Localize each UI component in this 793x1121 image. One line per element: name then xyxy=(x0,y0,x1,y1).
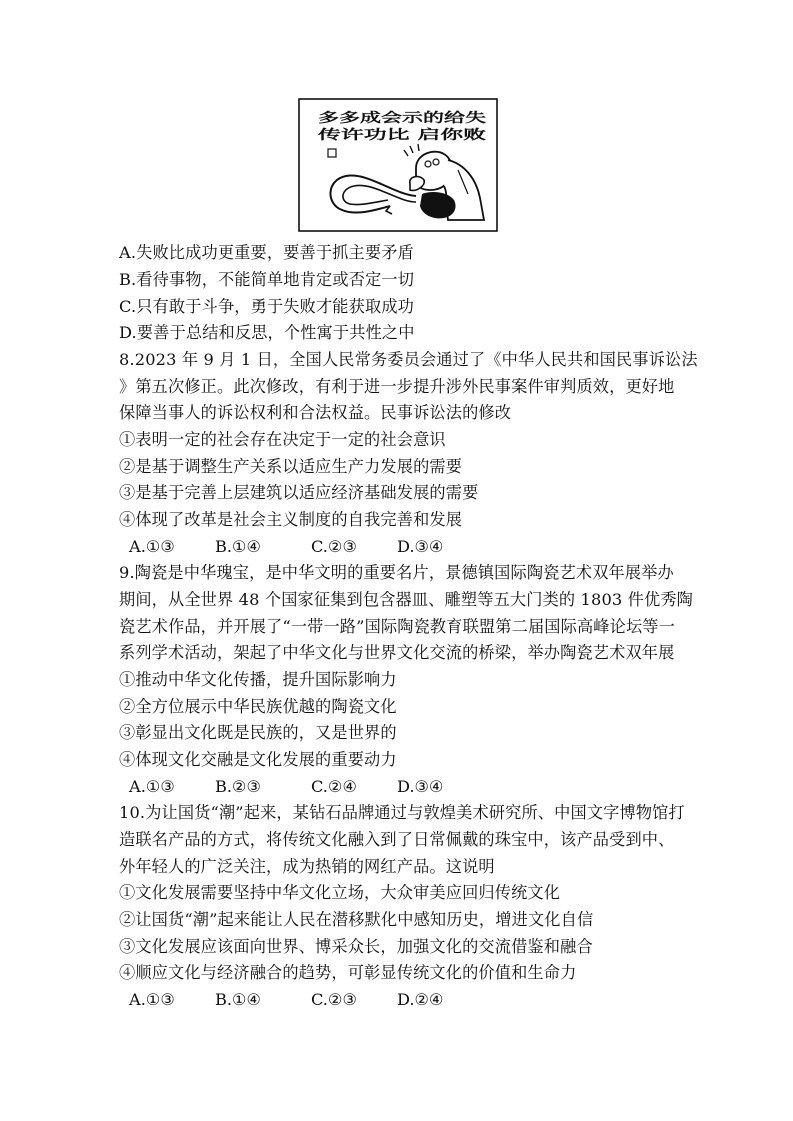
q9-item-3: ③彰显出文化既是民族的，又是世界的 xyxy=(119,723,397,742)
q9-stem-line-2: 期间，从全世界 48 个国家征集到包含器皿、雕塑等五大门类的 1803 件优秀陶 xyxy=(119,590,693,609)
q9-stem-line-4: 系列学术活动，架起了中华文化与世界文化交流的桥梁，举办陶瓷艺术双年展 xyxy=(119,643,675,662)
cartoon-figure xyxy=(298,98,498,232)
q9-choice-b[interactable]: B.②③ xyxy=(215,777,262,796)
q9-choice-c[interactable]: C.②④ xyxy=(311,777,357,796)
q10-item-3: ③文化发展应该面向世界、博采众长，加强文化的交流借鉴和融合 xyxy=(119,937,593,956)
q10-item-1: ①文化发展需要坚持中华文化立场，大众审美应回归传统文化 xyxy=(119,883,561,902)
q10-choice-d[interactable]: D.②④ xyxy=(397,990,444,1009)
q8-choices xyxy=(129,537,444,557)
cartoon-drawing xyxy=(298,98,498,232)
q9-item-4: ④体现文化交融是文化发展的重要动力 xyxy=(119,750,397,769)
q9-choice-a[interactable]: A.①③ xyxy=(129,777,175,796)
q8-choice-b[interactable]: B.①④ xyxy=(215,537,262,556)
q8-stem-line-1: 8.2023 年 9 月 1 日，全国人民常务委员会通过了《中华人民共和国民事诉讼法 xyxy=(119,350,698,369)
q8-item-3: ③是基于完善上层建筑以适应经济基础发展的需要 xyxy=(119,483,479,502)
q10-stem-line-1: 10.为让国货“潮”起来，某钻石品牌通过与敦煌美术研究所、中国文字博物馆打 xyxy=(119,803,685,822)
q7-option-d: D.要善于总结和反思，个性寓于共性之中 xyxy=(119,323,415,342)
q7-option-b: B.看待事物，不能简单地肯定或否定一切 xyxy=(119,270,415,289)
q9-item-2: ②全方位展示中华民族优越的陶瓷文化 xyxy=(119,697,397,716)
q10-stem-line-2: 造联名产品的方式，将传统文化融入到了日常佩戴的珠宝中，该产品受到中、 xyxy=(119,830,675,849)
q9-choice-d[interactable]: D.③④ xyxy=(397,777,444,796)
q10-item-2: ②让国货“潮”起来能让人民在潜移默化中感知历史，增进文化自信 xyxy=(119,910,594,929)
cartoon-caption-row1: 多多成会示的给失 xyxy=(318,111,423,126)
q10-stem-line-3: 外年轻人的广泛关注，成为热销的网红产品。这说明 xyxy=(119,857,495,876)
q8-item-1: ①表明一定的社会存在决定于一定的社会意识 xyxy=(119,430,446,449)
q8-choice-d[interactable]: D.③④ xyxy=(397,537,444,556)
q7-option-a: A.失败比成功更重要，要善于抓主要矛盾 xyxy=(119,243,414,262)
q10-choice-b[interactable]: B.①④ xyxy=(215,990,262,1009)
q8-stem-line-3: 保障当事人的诉讼权利和合法权益。民事诉讼法的修改 xyxy=(119,403,512,422)
q10-choice-c[interactable]: C.②③ xyxy=(311,990,357,1009)
q8-choice-c[interactable]: C.②③ xyxy=(311,537,357,556)
q9-stem-line-1: 9.陶瓷是中华瑰宝，是中华文明的重要名片，景德镇国际陶瓷艺术双年展举办 xyxy=(119,563,674,582)
q10-item-4: ④顺应文化与经济融合的趋势，可彰显传统文化的价值和生命力 xyxy=(119,963,577,982)
q8-item-2: ②是基于调整生产关系以适应生产力发展的需要 xyxy=(119,457,463,476)
q9-item-1: ①推动中华文化传播，提升国际影响力 xyxy=(119,670,397,689)
q7-option-c: C.只有敢于斗争，勇于失败才能获取成功 xyxy=(119,297,414,316)
q9-choices xyxy=(129,777,444,797)
q9-stem-line-3: 瓷艺术作品，并开展了“一带一路”国际陶瓷教育联盟第二届国际高峰论坛等一 xyxy=(119,617,675,636)
q8-item-4: ④体现了改革是社会主义制度的自我完善和发展 xyxy=(119,510,463,529)
q10-choices xyxy=(129,990,444,1010)
q8-stem-line-2: 》第五次修正。此次修改，有利于进一步提升涉外民事案件审判质效，更好地 xyxy=(119,377,675,396)
cartoon-caption-row2: 传许功比 启你败 xyxy=(318,128,414,143)
q10-choice-a[interactable]: A.①③ xyxy=(129,990,175,1009)
q8-choice-a[interactable]: A.①③ xyxy=(129,537,175,556)
